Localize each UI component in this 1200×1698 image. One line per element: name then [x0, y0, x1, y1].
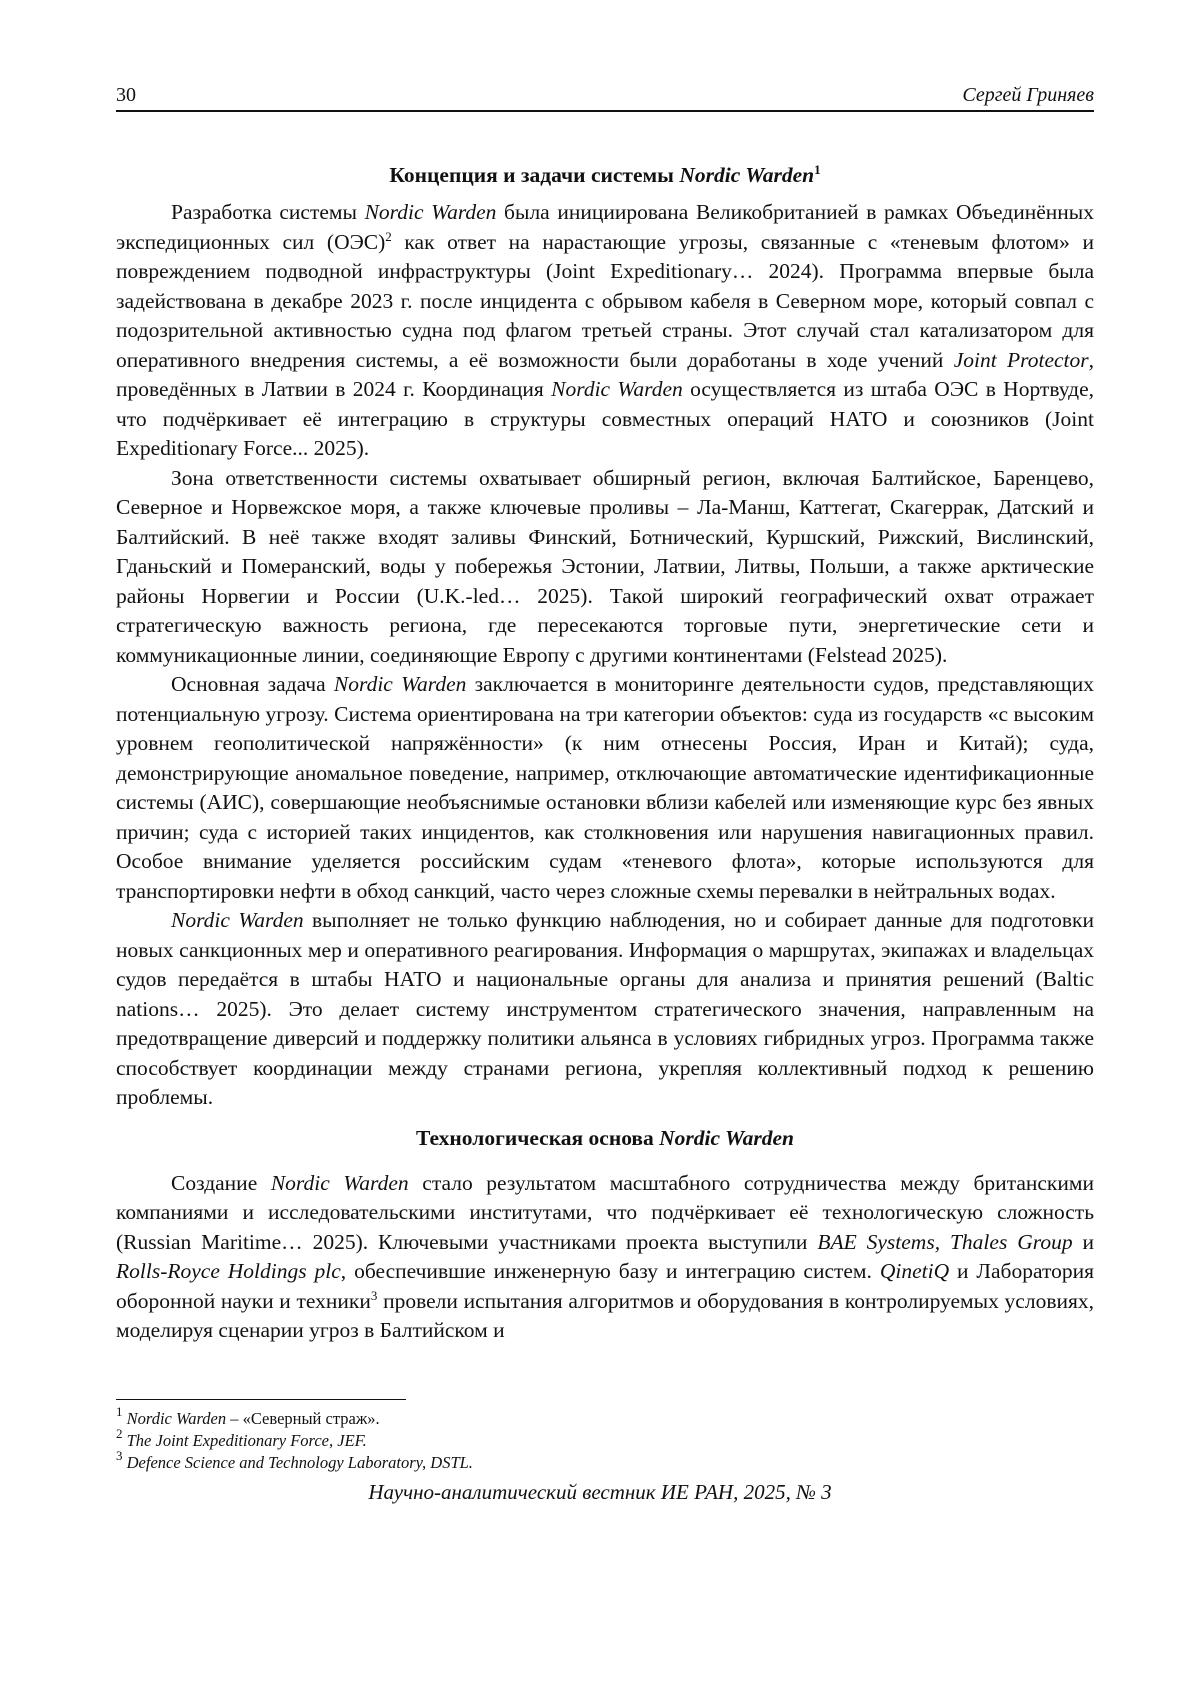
italic-run: Nordic Warden [171, 908, 304, 932]
italic-run: Nordic Warden [364, 200, 497, 224]
footnote-italic: Nordic Warden [126, 1409, 227, 1428]
text-run: , обеспечившие инженерную базу и интеграцию систем. [340, 1259, 880, 1283]
text-run: Создание [171, 1170, 271, 1195]
text-run: , проведённых в Латвии в 2024 г. Координация [116, 347, 1095, 401]
text-run: и Лаборатория оборонной науки и техники [116, 1259, 1094, 1313]
footnote-ref-2: 2 [385, 228, 392, 244]
footnote-number: 2 [116, 1426, 123, 1441]
italic-run: Joint Protector [953, 347, 1089, 372]
footnote-2 [116, 1426, 1094, 1452]
paragraph-data-collection [116, 906, 1094, 1113]
section-heading-text: Технологическая основа [416, 1125, 660, 1150]
text-run: стало результатом масштабного сотрудничества между британскими компаниями и исследовательскими институтами, что подчёркивает её технологическую сложность (Russian Maritime… 2025). Ключевыми участниками проекта выступили [116, 1170, 1094, 1254]
italic-run: Rolls-Royce Holdings plc [116, 1259, 341, 1283]
text-run: Разработка системы [171, 200, 365, 224]
running-author: Сергей Гриняев [962, 84, 1094, 106]
text-run: и [1072, 1229, 1094, 1254]
section-heading-system-name: Nordic Warden [679, 163, 815, 187]
paragraph-technology [116, 1169, 1094, 1346]
italic-run: BAE Systems, Thales Group [817, 1229, 1073, 1254]
footnote-text: – «Северный страж». [226, 1409, 380, 1428]
text-run: осуществляется из штаба ОЭС в Нортвуде, что подчёркивает её интеграцию в структуры совместных операций НАТО и союзников (Joint Expeditionary Force... 2025). [116, 377, 1094, 460]
footnotes [116, 1404, 1094, 1474]
paragraph-area-of-responsibility: Зона ответственности системы охватывает обширный регион, включая Балтийское, Баренцево, Северное и Норвежское моря, а также ключевые проливы – Ла-Манш, Каттегат, Скагеррак, Датский и Балтийский. В неё также входят заливы Финский, Ботнический, Куршский, Рижский, Вислинский, Гданьский и Померанский, воды у побережья Эстонии, Латвии, Литвы, Польши, а также арктические районы Норвегии и России (U.K.-led… 2025). Такой широкий географический охват отражает стратегическую важность региона, где пересекаются торговые пути, энергетические сети и коммуникационные линии, соединяющие Европу с другими континентами (Felstead 2025). [116, 465, 1094, 667]
italic-run: Nordic Warden [551, 377, 683, 401]
section-heading-technology [116, 1123, 1094, 1153]
text-run: как ответ на нарастающие угрозы, связанные с «теневым флотом» и повреждением подводной инфраструктуры (Joint Expeditionary… 2024). Программа впервые была задействована в декабре 2023 г. после инцидента с обрывом кабеля в Северном море, который совпал с подозрительной активностью судна под флагом третьей страны. Этот случай стал катализатором для оперативного внедрения системы, а её возможности были доработаны в ходе учений [116, 229, 1094, 372]
italic-run: Nordic Warden [333, 672, 467, 696]
section-heading-concept [116, 160, 1094, 190]
italic-run: Nordic Warden [270, 1170, 409, 1195]
footnote-number: 1 [116, 1404, 123, 1419]
article-body [116, 160, 1094, 1346]
footnote-number: 3 [116, 1448, 123, 1463]
text-run: Основная задача [171, 672, 334, 696]
text-run: была инициирована Великобританией в рамках Объединённых экспедиционных сил (ОЭС) [116, 200, 1094, 254]
footnote-1 [116, 1404, 1094, 1430]
paragraph-origin [116, 198, 1094, 464]
footnote-italic: Defence Science and Technology Laboratory, DSTL. [126, 1453, 473, 1472]
text-run: выполняет не только функцию наблюдения, но и собирает данные для подготовки новых санкционных мер и оперативного реагирования. Информация о маршрутах, экипажах и владельцах судов передаётся в штабы НАТО и национальные органы для анализа и принятия решений (Baltic nations… 2025). Это делает систему инструментом стратегического значения, направленным на предотвращение диверсий и поддержку политики альянса в условиях гибридных угроз. Программа также способствует координации между странами региона, укрепляя коллективный подход к решению проблемы. [116, 908, 1094, 1109]
footnote-ref-1: 1 [814, 162, 821, 177]
italic-run: QinetiQ [879, 1259, 950, 1283]
page-number: 30 [116, 84, 136, 106]
section-heading-system-name: Nordic Warden [659, 1125, 794, 1150]
text-run: провели испытания алгоритмов и оборудования в контролируемых условиях, моделируя сценарии угроз в Балтийском и [116, 1288, 1094, 1342]
paragraph-main-task [116, 670, 1094, 906]
running-header [116, 84, 1094, 112]
journal-footer: Научно-аналитический вестник ИЕ РАН, 2025, № 3 [368, 1480, 832, 1504]
footnote-italic: The Joint Expeditionary Force, JEF. [126, 1431, 367, 1450]
footnote-ref-3: 3 [370, 1287, 378, 1303]
footnote-3 [116, 1448, 1094, 1474]
text-run: заключается в мониторинге деятельности судов, представляющих потенциальную угрозу. Система ориентирована на три категории объектов: суда из государств «с высоким уровнем геополитической напряжённости» (к ним отнесены Россия, Иран и Китай); суда, демонстрирующие аномальное поведение, например, отключающие автоматические идентификационные системы (АИС), совершающие необъяснимые остановки вблизи кабелей или изменяющие курс без явных причин; суда с историей таких инцидентов, как столкновения или нарушения навигационных правил. Особое внимание уделяется российским судам «теневого флота», которые используются для транспортировки нефти в обход санкций, часто через сложные схемы перевалки в нейтральных водах. [116, 672, 1094, 903]
section-heading-text: Концепция и задачи системы [389, 163, 680, 187]
footnote-separator [116, 1399, 406, 1400]
